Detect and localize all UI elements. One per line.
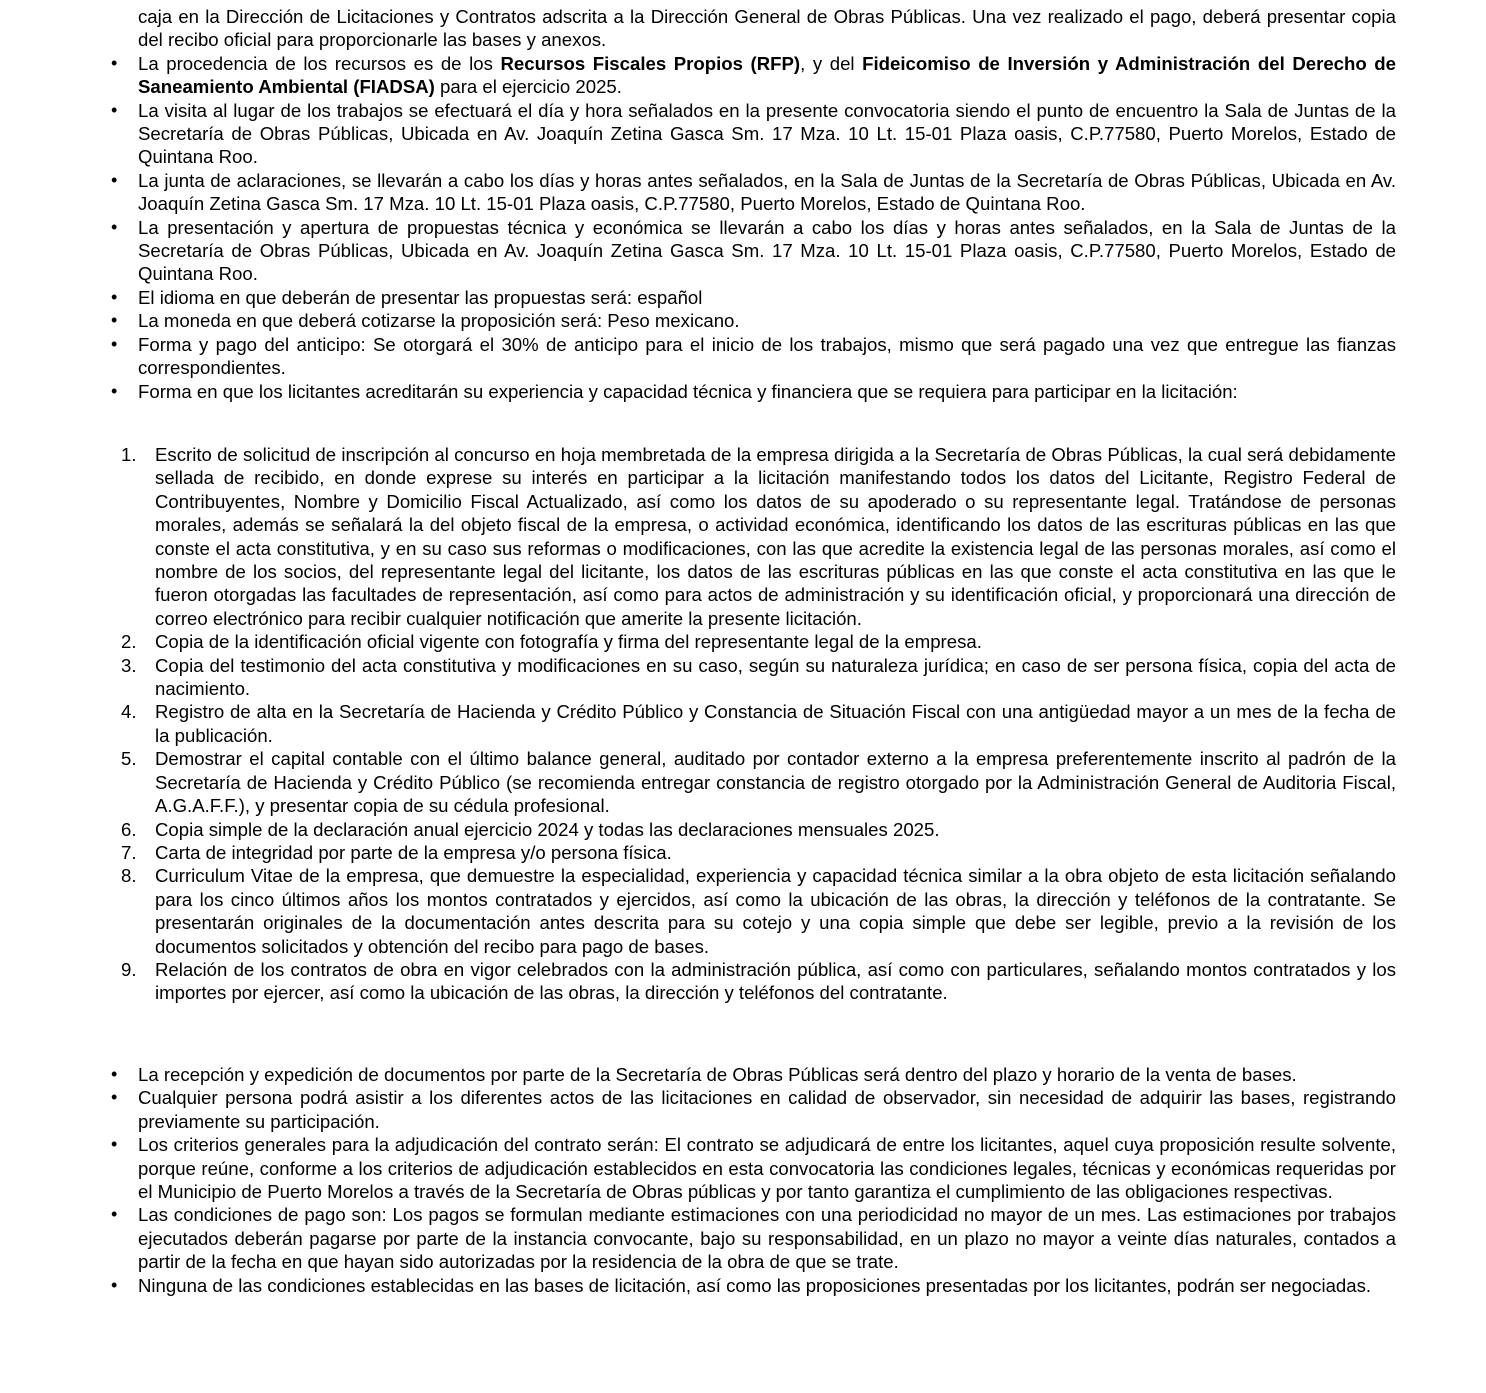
numbered-item	[0, 841, 1396, 864]
numbered-item	[0, 958, 1396, 1005]
paragraph-text: La visita al lugar de los trabajos se efectuará el día y hora señalados en la presente convocatoria siendo el punto de encuentro la Sala de Juntas de la Secretaría de Obras Públicas, Ubicada en Av. Joaquín Zetina Gasca Sm. 17 Mza. 10 Lt. 15-01 Plaza oasis, C.P.77580, Puerto Morelos, Estado de Quintana Roo.	[138, 99, 1396, 168]
item-text: Relación de los contratos de obra en vigor celebrados con la administración pública, así como con particulares, señalando montos contratados y los importes por ejercer, así como la ubicación de las obras, la dirección y teléfonos del contratante.	[155, 958, 1396, 1004]
list-item	[0, 99, 1396, 169]
list-item	[0, 380, 1396, 403]
item-text: Carta de integridad por parte de la empresa y/o persona física.	[155, 841, 672, 863]
bold-text: Recursos Fiscales Propios (RFP)	[500, 52, 801, 74]
paragraph-text: Forma en que los licitantes acreditarán su experiencia y capacidad técnica y financiera que se requiera para participar en la licitación:	[138, 380, 1238, 402]
item-text: Copia del testimonio del acta constitutiva y modificaciones en su caso, según su naturaleza jurídica; en caso de ser persona física, copia del acta de nacimiento.	[155, 654, 1396, 700]
list-item	[0, 169, 1396, 216]
paragraph-text: , y del	[800, 52, 863, 74]
item-number: 8.	[121, 865, 137, 887]
item-number: 9.	[121, 958, 137, 980]
list-item	[0, 52, 1396, 99]
paragraph-text: La moneda en que deberá cotizarse la proposición será: Peso mexicano.	[138, 310, 740, 332]
item-text: Copia simple de la declaración anual ejercicio 2024 y todas las declaraciones mensuales 2025.	[155, 818, 940, 840]
paragraph-text: caja en la Dirección de Licitaciones y Contratos adscrita a la Dirección General de Obras Públicas. Una vez realizado el pago, deberá presentar copia del recibo oficial para proporcionarle las bases y anexos.	[138, 6, 1396, 51]
bold-text: Fideicomiso de Inversión y Administración del Derecho de Saneamiento Ambiental (FIADSA)	[138, 52, 1396, 98]
numbered-item	[0, 654, 1396, 701]
numbered-item	[0, 630, 1396, 653]
item-number: 7.	[121, 841, 137, 863]
list-item	[0, 216, 1396, 286]
paragraph-text: Las condiciones de pago son: Los pagos se formulan mediante estimaciones con una periodicidad no mayor de un mes. Las estimaciones por trabajos ejecutados deberán pagarse por parte de la instancia convocante, bajo su responsabilidad, en un plazo no mayor a veinte días naturales, contados a partir de la fecha en que hayan sido autorizadas por la residencia de la obra de que se trate.	[138, 1204, 1396, 1273]
numbered-item	[0, 443, 1396, 630]
paragraph-text: para el ejercicio 2025.	[434, 76, 622, 98]
paragraph-text: La procedencia de los recursos es de los	[138, 52, 501, 74]
bullet-list-top	[0, 5, 1486, 403]
paragraph-text: Forma y pago del anticipo: Se otorgará el 30% de anticipo para el inicio de los trabajos, mismo que será pagado una vez que entregue las fianzas correspondientes.	[138, 333, 1396, 379]
paragraph-text: La presentación y apertura de propuestas técnica y económica se llevarán a cabo los días y horas antes señalados, en la Sala de Juntas de la Secretaría de Obras Públicas, Ubicada en Av. Joaquín Zetina Gasca Sm. 17 Mza. 10 Lt. 15-01 Plaza oasis, C.P.77580, Puerto Morelos, Estado de Quintana Roo.	[138, 216, 1396, 285]
item-text: Demostrar el capital contable con el último balance general, auditado por contador externo a la empresa preferentemente inscrito al padrón de la Secretaría de Hacienda y Crédito Público (se recomienda entregar constancia de registro otorgado por la Administración General de Auditoria Fiscal, A.G.A.F.F.), y presentar copia de su cédula profesional.	[155, 748, 1396, 817]
item-number: 4.	[121, 701, 137, 723]
numbered-item	[0, 700, 1396, 747]
item-text: Copia de la identificación oficial vigente con fotografía y firma del representante legal de la empresa.	[155, 631, 982, 653]
numbered-item	[0, 747, 1396, 817]
paragraph-text: La junta de aclaraciones, se llevarán a cabo los días y horas antes señalados, en la Sala de Juntas de la Secretaría de Obras Públicas, Ubicada en Av. Joaquín Zetina Gasca Sm. 17 Mza. 10 Lt. 15-01 Plaza oasis, C.P.77580, Puerto Morelos, Estado de Quintana Roo.	[138, 169, 1396, 215]
paragraph-text: La recepción y expedición de documentos por parte de la Secretaría de Obras Públicas será dentro del plazo y horario de la venta de bases.	[138, 1064, 1297, 1085]
list-item	[0, 286, 1396, 309]
list-item	[0, 333, 1396, 380]
list-item	[0, 1086, 1396, 1133]
item-number: 5.	[121, 748, 137, 770]
requirements-list	[0, 443, 1486, 1005]
list-item	[0, 1274, 1396, 1297]
list-item	[0, 1133, 1396, 1203]
bullet-list-bottom	[0, 1063, 1486, 1297]
item-number: 6.	[121, 818, 137, 840]
numbered-item	[0, 864, 1396, 958]
item-number: 2.	[121, 631, 137, 653]
paragraph-text: Los criterios generales para la adjudicación del contrato serán: El contrato se adjudicará de entre los licitantes, aquel cuya proposición resulte solvente, porque reúne, conforme a los criterios de adjudicación establecidos en esta convocatoria las condiciones legales, técnicas y económicas requeridas por el Municipio de Puerto Morelos a través de la Secretaría de Obras públicas y por tanto garantiza el cumplimiento de las obligaciones respectivas.	[138, 1134, 1396, 1203]
item-number: 1.	[121, 444, 137, 465]
item-text: Curriculum Vitae de la empresa, que demuestre la especialidad, experiencia y capacidad técnica similar a la obra objeto de esta licitación señalando para los cinco últimos años los montos contratados y ejercidos, así como la ubicación de las obras, la dirección y teléfonos de la contratante. Se presentarán originales de la documentación antes descrita para su cotejo y una copia simple que debe ser legible, previo a la revisión de los documentos solicitados y obtención del recibo para pago de bases.	[155, 865, 1396, 957]
paragraph-text: El idioma en que deberán de presentar las propuestas será: español	[138, 286, 703, 308]
paragraph-text: Cualquier persona podrá asistir a los diferentes actos de las licitaciones en calidad de observador, sin necesidad de adquirir las bases, registrando previamente su participación.	[138, 1087, 1396, 1132]
item-text: Registro de alta en la Secretaría de Hacienda y Crédito Público y Constancia de Situación Fiscal con una antigüedad mayor a un mes de la fecha de la publicación.	[155, 701, 1396, 746]
list-item	[0, 1063, 1396, 1086]
paragraph-text: Ninguna de las condiciones establecidas en las bases de licitación, así como las proposiciones presentadas por los licitantes, podrán ser negociadas.	[138, 1274, 1372, 1296]
item-text: Escrito de solicitud de inscripción al concurso en hoja membretada de la empresa dirigida a la Secretaría de Obras Públicas, la cual será debidamente sellada de recibido, en donde exprese su interés en participar a la licitación manifestando todos los datos del Licitante, Registro Federal de Contribuyentes, Nombre y Domicilio Fiscal Actualizado, así como los datos de su apoderado o su representante legal. Tratándose de personas morales, además se señalará la del objeto fiscal de la empresa, o actividad económica, identificando los datos de las escrituras públicas en las que conste el acta constitutiva, y en su caso sus reformas o modificaciones, con las que acredite la existencia legal de las personas morales, así como el nombre de los socios, del representante legal del licitante, los datos de las escrituras públicas en las que conste el acta constitutiva en las que le fueron otorgadas las facultades de representación, así como para actos de administración y su identificación oficial, y proporcionará una dirección de correo electrónico para recibir cualquier notificación que amerite la presente licitación.	[155, 444, 1396, 629]
list-item	[0, 1203, 1396, 1273]
list-item	[0, 5, 1396, 52]
numbered-item	[0, 818, 1396, 841]
item-number: 3.	[121, 654, 137, 676]
list-item	[0, 309, 1396, 332]
